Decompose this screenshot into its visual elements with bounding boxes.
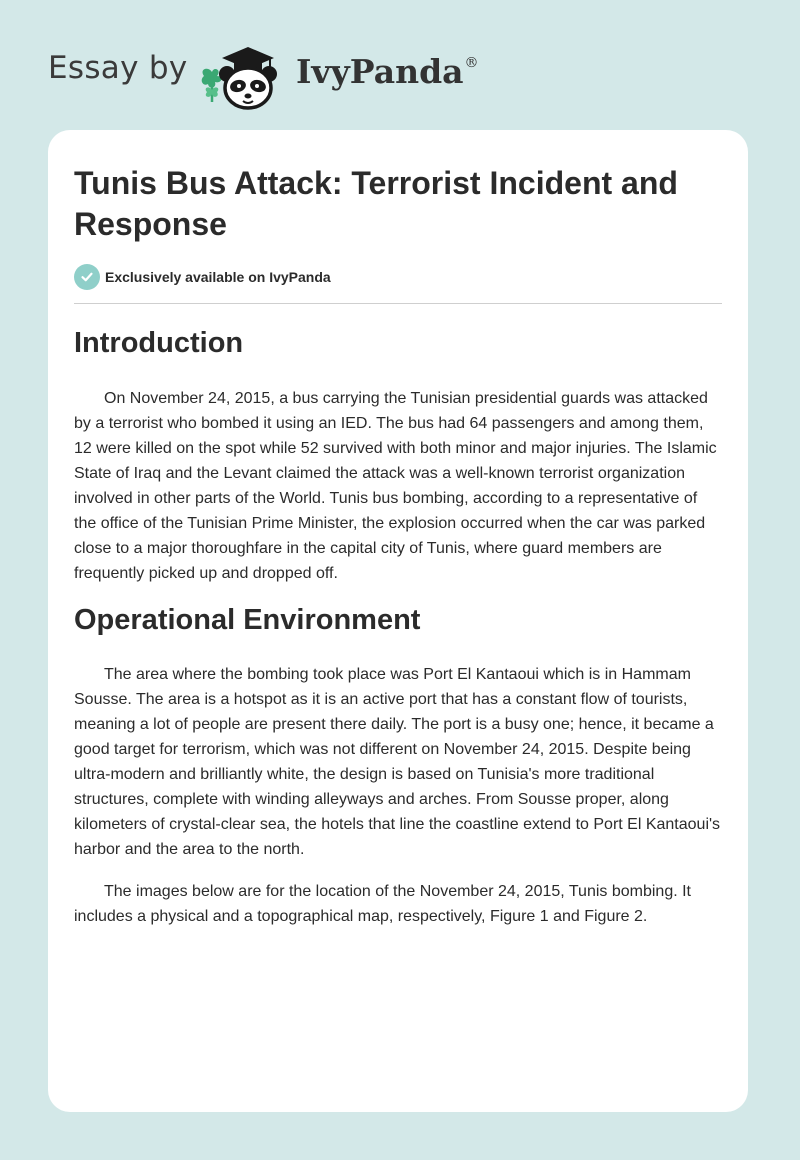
brand-label: IvyPanda: [296, 52, 464, 91]
site-header: [0, 0, 800, 120]
paragraph-operational-environment: The area where the bombing took place was Port El Kantaoui which is in Hammam Sousse. The area is a hotspot as it is an active port that has a constant flow of tourists, meaning a lot of people are present there daily. The port is a busy one; hence, it became a good target for terrorism, which was not different on November 24, 2015. Despite being ultra-modern and brilliantly white, the design is based on Tunisia's more traditional structures, complete with winding alleyways and arches. From Sousse proper, along kilometers of crystal-clear sea, the hotels that line the coastline extend to Port El Kantaoui's harbor and the area to the north.: [74, 666, 721, 858]
brand-name[interactable]: [296, 52, 479, 91]
paragraph-figures-note: The images below are for the location of the November 24, 2015, Tunis bombing. It includes a physical and a topographical map, respectively, Figure 1 and Figure 2.: [74, 883, 691, 925]
section-heading-operational-environment: Operational Environment: [74, 604, 421, 636]
page-title: Tunis Bus Attack: Terrorist Incident and Response: [74, 165, 678, 242]
exclusive-badge: [74, 263, 331, 291]
check-icon: [74, 264, 100, 290]
paragraph-introduction: On November 24, 2015, a bus carrying the Tunisian presidential guards was attacked by a terrorist who bombed it using an IED. The bus had 64 passengers and among them, 12 were killed on the spot while 52 survived with both minor and major injuries. The Islamic State of Iraq and the Levant claimed the attack was a well-known terrorist organization involved in other parts of the World. Tunis bus bombing, according to a representative of the office of the Tunisian Prime Minister, the explosion occurred when the car was parked close to a major thoroughfare in the capital city of Tunis, where guard members are frequently picked up and dropped off.: [74, 390, 717, 582]
essay-by-label: Essay by: [48, 50, 188, 86]
section-heading-introduction: Introduction: [74, 327, 244, 359]
panda-logo-icon[interactable]: [200, 36, 292, 112]
badge-text: Exclusively available on IvyPanda: [105, 269, 331, 285]
divider: [74, 303, 722, 304]
registered-mark: ®: [464, 55, 479, 71]
essay-card: [48, 130, 748, 1112]
